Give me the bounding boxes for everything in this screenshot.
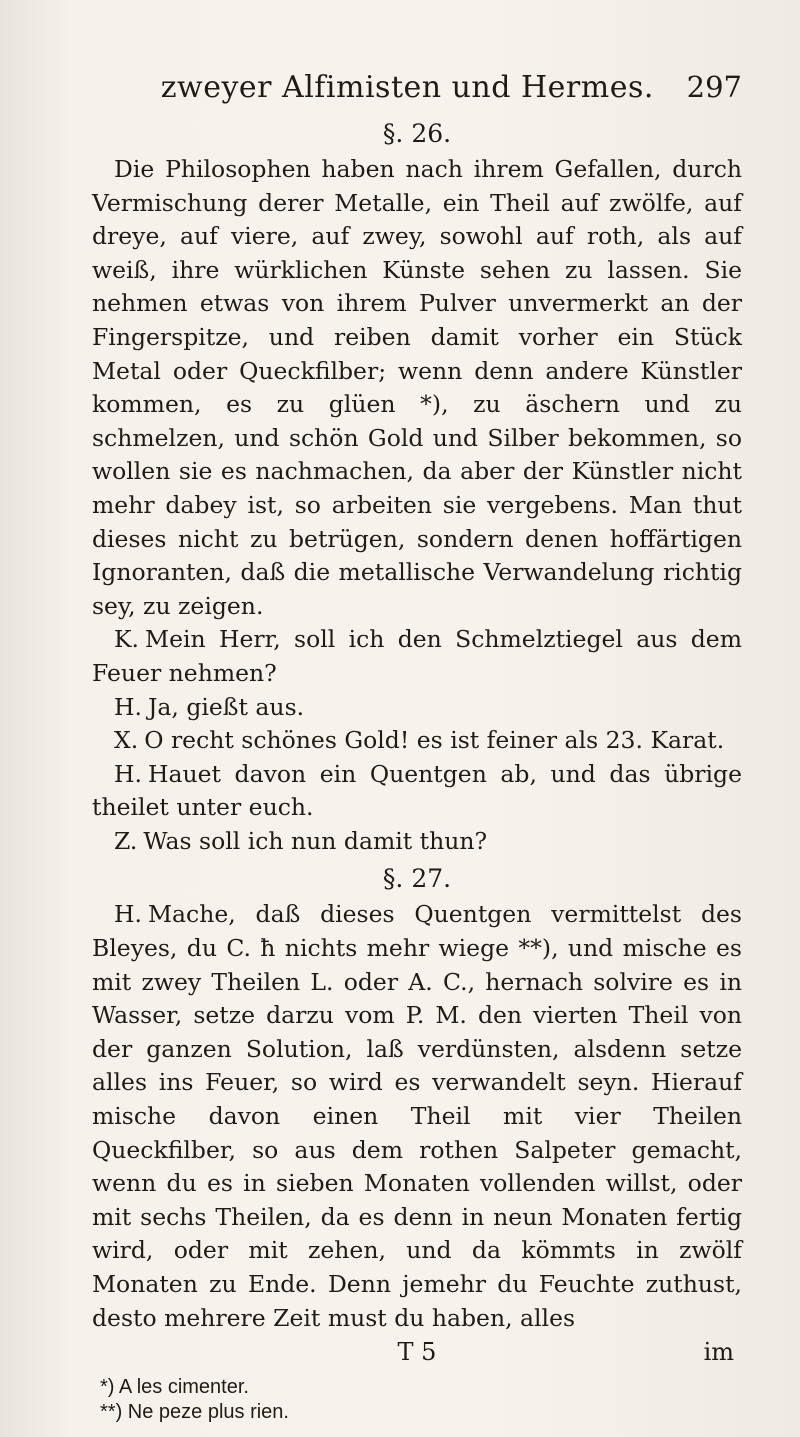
speaker: H.	[114, 759, 142, 788]
paragraph: Die Philosophen haben nach ihrem Gefallen, durch Vermischung derer Metalle, ein Theil auf zwölfe, auf dreye, auf viere, auf zwey, sowohl auf roth, als auf weiß, ihre würklichen Künste sehen zu lassen. Sie nehmen etwas von ihrem Pulver unvermerkt an der Fingerspitze, und reiben damit vorher ein Stück Metal oder Queckfilber; wenn denn andere Künstler kommen, es zu glüen *), zu äschern und zu schmelzen, und schön Gold und Silber bekommen, so wollen sie es nachmachen, da aber der Künstler nicht mehr dabey ist, so arbeiten sie vergebens. Man thut dieses nicht zu betrügen, sondern denen hoffärtigen Ignoranten, daß die metallische Verwandelung richtig sey, zu zeigen.	[92, 155, 742, 620]
speaker: K.	[114, 625, 140, 654]
signature-mark: T 5	[397, 1338, 437, 1367]
section-heading: §. 26.	[382, 119, 452, 148]
catchword: im	[703, 1338, 734, 1367]
dialogue-text: Was soll ich nun damit thun?	[143, 826, 488, 855]
dialogue-line	[92, 825, 742, 859]
section-heading: §. 27.	[382, 864, 452, 894]
running-header	[128, 70, 742, 105]
speaker: X.	[114, 726, 139, 755]
dialogue-line	[92, 724, 742, 758]
dialogue-line	[92, 691, 742, 725]
dialogue-text: Ja, gießt aus.	[147, 692, 305, 721]
speaker: H.	[114, 692, 142, 721]
dialogue-line	[92, 758, 742, 825]
dialogue-text: Hauet davon ein Quentgen ab, und das übrige theilet unter euch.	[92, 759, 742, 822]
dialogue-text: Mein Herr, soll ich den Schmelztiegel aus dem Feuer nehmen?	[92, 625, 742, 687]
dialogue-text: Mache, daß dieses Quentgen vermittelst des Bleyes, du C. ħ nichts mehr wiege **), und mische es mit zwey Theilen L. oder A. C., hernach solvire es in Wasser, setze darzu vom P. M. den vierten Theil von der ganzen Solution, laß verdünsten, alsdenn setze alles ins Feuer, so wird es verwandelt seyn. Hierauf mische davon einen Theil mit vier Theilen Queckfilber, so aus dem rothen Salpeter gemacht, wenn du es in sieben Monaten vollenden willst, oder mit sechs Theilen, da es denn in neun Monaten fertig wird, oder mit zehen, und da kömmts in zwölf Monaten zu Ende. Denn jemehr du Feuchte zuthust, desto mehrere Zeit must du haben, alles	[92, 900, 742, 1332]
running-title: zweyer Alfimisten und Hermes.	[160, 70, 654, 105]
dialogue-line	[92, 898, 742, 1335]
dialogue-text: O recht schönes Gold! es ist feiner als 23. Karat.	[144, 726, 725, 755]
page-number: 297	[686, 70, 742, 104]
footnote: *) A les cimenter.	[100, 1376, 249, 1399]
speaker: H.	[114, 900, 142, 929]
dialogue-line	[92, 623, 742, 690]
footnotes	[92, 1375, 742, 1425]
signature-line	[92, 1337, 742, 1367]
footnote: **) Ne peze plus rien.	[100, 1401, 289, 1424]
speaker: Z.	[114, 826, 138, 855]
